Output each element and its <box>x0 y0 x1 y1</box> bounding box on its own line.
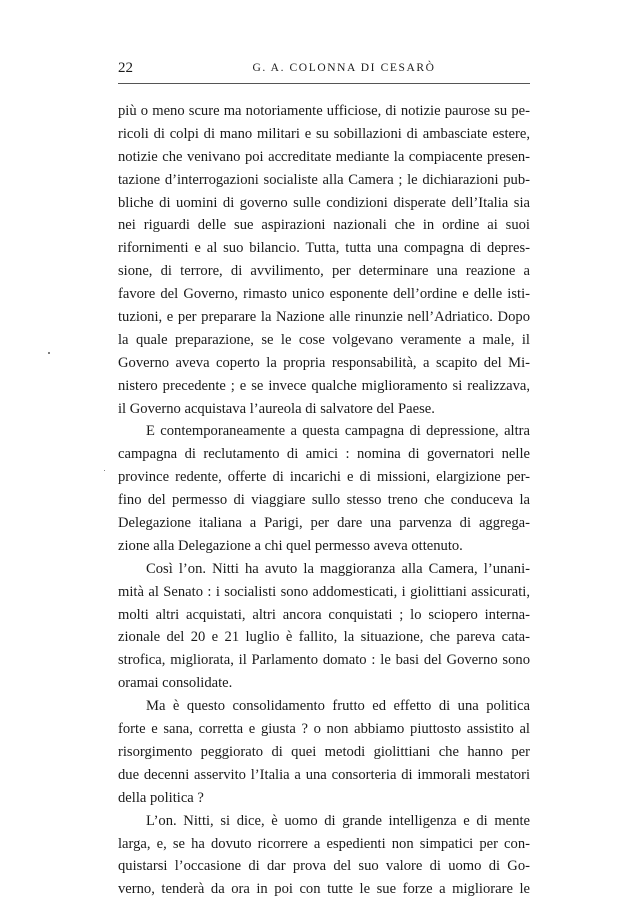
page-speck <box>48 352 50 354</box>
text-line: oramai consolidate. <box>118 675 233 692</box>
text-line: nei riguardi delle sue aspirazioni nazionali che in ordine ai suoi <box>118 217 530 234</box>
text-line: sione, di terrore, di avvilimento, per determinare una reazione a <box>118 263 530 280</box>
book-page <box>118 58 530 898</box>
text-line: Delegazione italiana a Parigi, per dare una parvenza di aggrega- <box>118 515 530 532</box>
text-line: mità al Senato : i socialisti sono addomesticati, i giolittiani assicurati, <box>118 583 530 600</box>
text-line: Così l’on. Nitti ha avuto la maggioranza alla Camera, l’unani- <box>146 560 530 577</box>
text-line: larga, e, se ha dovuto ricorrere a espedienti non simpatici per con- <box>118 835 530 852</box>
running-title: G. A. COLONNA DI CESARÒ <box>252 62 436 74</box>
text-line: più o meno scure ma notoriamente ufficiose, di notizie paurose su pe- <box>118 103 530 119</box>
text-line: molti altri acquistati, altri ancora conquistati ; lo sciopero interna- <box>118 606 530 623</box>
text-line: ricoli di colpi di mano militari e su sobillazioni di ambasciate estere, <box>118 125 530 142</box>
text-line: della politica ? <box>118 789 204 806</box>
text-line: province redente, offerte di incarichi e di missioni, elargizione per- <box>118 469 530 486</box>
text-line: il Governo acquistava l’aureola di salvatore del Paese. <box>118 400 435 417</box>
text-line: favore del Governo, rimasto unico esponente dell’ordine e delle isti- <box>118 286 530 303</box>
text-line: fino del permesso di viaggiare sullo stesso treno che conduceva la <box>118 492 530 509</box>
text-line: campagna di reclutamento di amici : nomina di governatori nelle <box>118 446 530 463</box>
text-line: bliche di uomini di governo sulle condizioni disperate dell’Italia sia <box>118 194 530 211</box>
text-line: nistero precedente ; e se invece qualche miglioramento si realizzava, <box>118 377 530 394</box>
text-line: Ma è questo consolidamento frutto ed effetto di una politica <box>146 698 530 715</box>
text-line: verno, tenderà da ora in poi con tutte le sue forze a migliorare le <box>118 881 530 898</box>
page-number: 22 <box>118 60 133 76</box>
text-line: rifornimenti e al suo bilancio. Tutta, tutta una compagna di depres- <box>118 240 530 257</box>
running-head <box>118 58 530 80</box>
text-line: E contemporaneamente a questa campagna di depressione, altra <box>146 423 530 440</box>
text-line: risorgimento peggiorato di quei metodi giolittiani che hanno per <box>118 743 530 760</box>
text-line: Governo aveva coperto la propria responsabilità, a scapito del Mi- <box>118 354 530 371</box>
text-line: due decenni asservito l’Italia a una consorteria di immorali mestatori <box>118 766 530 783</box>
text-line: tuzioni, e per preparare la Nazione alle rinunzie nell’Adriatico. Dopo <box>118 309 530 326</box>
text-line: zionale del 20 e 21 luglio è fallito, la situazione, che pareva cata- <box>118 629 530 646</box>
text-line: la quale preparazione, se le cose volgevano veramente a male, il <box>118 331 530 348</box>
body-text <box>118 100 530 901</box>
text-line: tazione d’interrogazioni socialiste alla Camera ; le dichiarazioni pub- <box>118 171 530 188</box>
text-line: zione alla Delegazione a chi quel permesso aveva ottenuto. <box>118 537 463 554</box>
text-line: strofica, migliorata, il Parlamento domato : le basi del Governo sono <box>118 652 530 669</box>
text-line: forte e sana, corretta e giusta ? o non abbiamo piuttosto assistito al <box>118 721 530 738</box>
text-line: L’on. Nitti, si dice, è uomo di grande intelligenza e di mente <box>146 812 530 829</box>
page-speck <box>104 470 105 471</box>
text-line: quistarsi l’occasione di dar prova del suo valore di uomo di Go- <box>118 858 530 875</box>
text-line: notizie che venivano poi accreditate mediante la compiacente presen- <box>118 148 530 165</box>
header-rule <box>118 83 530 84</box>
